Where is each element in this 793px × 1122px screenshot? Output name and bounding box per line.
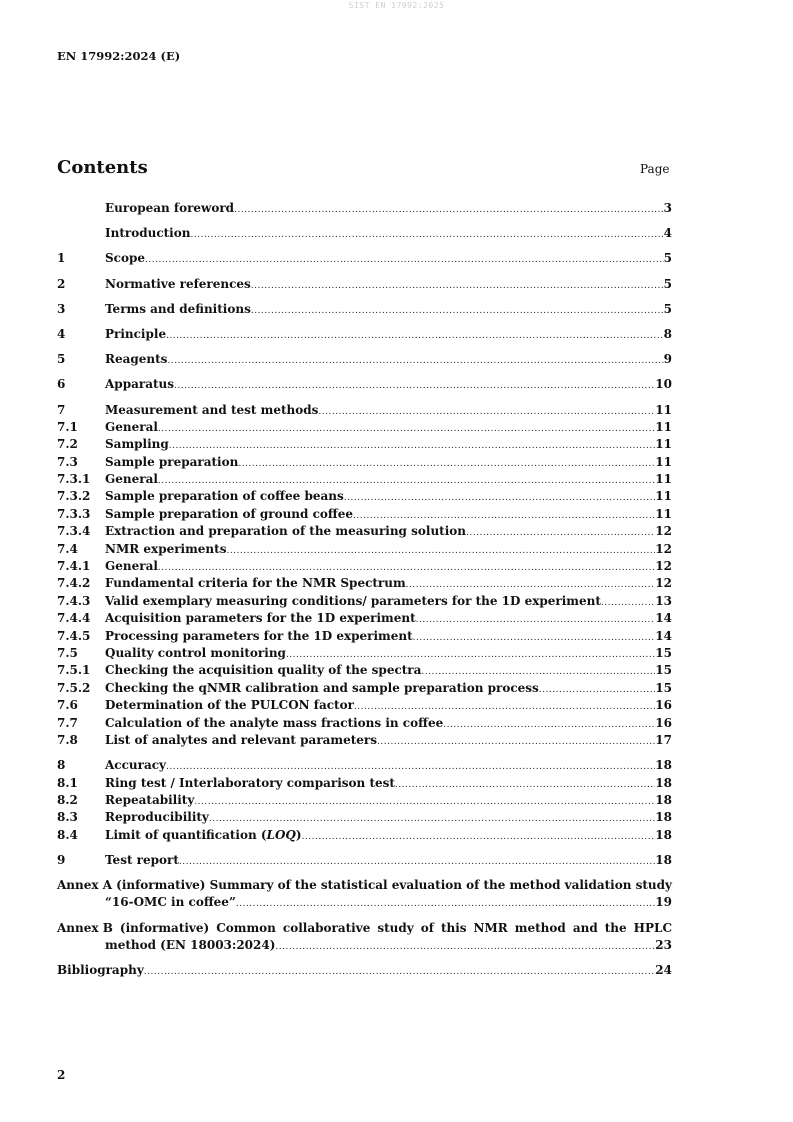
annex-title-word: Common (216, 920, 276, 935)
annex-title-word: NMR (473, 920, 508, 935)
toc-entry[interactable] (57, 436, 672, 453)
toc-entry-number: 7.5.2 (57, 680, 91, 695)
toc-entry-number: 7.3 (57, 454, 78, 469)
annex-title-word: statistical (320, 878, 388, 893)
toc-entry-page: 18 (655, 758, 672, 773)
toc-entry-title: Apparatus (105, 377, 174, 392)
toc-entry[interactable] (57, 680, 672, 697)
dot-leader (354, 697, 655, 714)
toc-entry-page: 14 (655, 628, 672, 643)
toc-entry[interactable] (57, 593, 672, 610)
toc-entry-title: Extraction and preparation of the measuring solution (105, 524, 467, 539)
toc-entry[interactable] (57, 697, 672, 714)
table-of-contents (57, 200, 672, 980)
toc-entry[interactable] (57, 541, 672, 558)
toc-entry-number: 7.1 (57, 419, 78, 434)
contents-heading: Contents (57, 157, 148, 178)
toc-entry[interactable] (57, 757, 672, 774)
toc-entry-page: 11 (655, 506, 672, 521)
toc-entry[interactable] (57, 454, 672, 471)
toc-entry-page: 13 (655, 593, 672, 608)
toc-entry-page: 12 (655, 524, 672, 539)
annex-title-word: evaluation (391, 878, 463, 893)
toc-entry-number: 5 (57, 352, 66, 367)
toc-entry-title: Sample preparation of ground coffee (105, 506, 354, 521)
annex-title-word: (informative) (116, 878, 206, 893)
dot-leader (344, 488, 656, 505)
toc-entry-number: 8.1 (57, 775, 78, 790)
toc-entry-title: Normative references (105, 276, 251, 291)
toc-entry-page: 16 (655, 698, 672, 713)
toc-entry-page: 18 (655, 852, 672, 867)
toc-entry-page: 3 (663, 201, 672, 215)
toc-entry-number: 7.3.2 (57, 489, 91, 504)
annex-title-word: and (572, 920, 598, 935)
annex-title-word: method (514, 920, 566, 935)
dot-leader (318, 402, 655, 419)
toc-entry[interactable] (57, 351, 672, 368)
toc-entry-title: Reproducibility (105, 810, 209, 825)
dot-leader (539, 680, 655, 697)
dot-leader (601, 593, 655, 610)
toc-entry-title: List of analytes and relevant parameters (105, 732, 377, 747)
dot-leader (166, 757, 655, 774)
toc-entry-number: 2 (57, 276, 66, 291)
toc-entry-title: Calculation of the analyte mass fractions in coffee (105, 715, 444, 730)
toc-entry-page: 11 (655, 454, 672, 469)
toc-entry-title: Terms and definitions (105, 301, 251, 316)
toc-entry-title: Limit of quantification ( (105, 827, 267, 842)
toc-entry-title: Checking the acquisition quality of the spectra (105, 663, 422, 678)
toc-entry[interactable] (57, 200, 672, 217)
toc-entry-page: 15 (655, 680, 672, 695)
toc-entry-title: Determination of the PULCON factor (105, 698, 354, 713)
toc-entry[interactable] (57, 326, 672, 343)
toc-entry[interactable] (57, 628, 672, 645)
toc-entry-page: 12 (655, 576, 672, 591)
toc-entry[interactable] (57, 301, 672, 318)
toc-entry-number: 7.6 (57, 698, 78, 713)
dot-leader (406, 575, 656, 592)
toc-entry-title: Sample preparation (105, 454, 239, 469)
toc-entry-title: Quality control monitoring (105, 645, 286, 660)
toc-entry-title: Acquisition parameters for the 1D experiment (105, 611, 416, 626)
toc-entry[interactable] (57, 852, 672, 869)
document-id: EN 17992:2024 (E) (57, 49, 181, 63)
dot-leader (158, 471, 655, 488)
dot-leader (353, 506, 655, 523)
toc-entry-page: 18 (655, 792, 672, 807)
toc-entry-number: 3 (57, 301, 66, 316)
dot-leader (209, 809, 655, 826)
toc-entry-page: 5 (663, 301, 672, 316)
dot-leader (236, 894, 655, 911)
toc-entry[interactable] (57, 523, 672, 540)
toc-entry-number: 7.8 (57, 732, 78, 747)
toc-entry-title: Checking the qNMR calibration and sample preparation process (105, 680, 539, 695)
annex-title-line (57, 920, 672, 937)
toc-entry-number: 7.3.3 (57, 506, 91, 521)
dot-leader (167, 351, 663, 368)
dot-leader (413, 628, 656, 645)
dot-leader (443, 715, 655, 732)
toc-entry-page: 10 (655, 377, 672, 392)
dot-leader (238, 454, 655, 471)
toc-entry-page: 4 (663, 226, 672, 241)
dot-leader (286, 645, 655, 662)
dot-leader (169, 436, 656, 453)
toc-entry-number: 9 (57, 852, 66, 867)
annex-title-word: (informative) (119, 920, 210, 935)
annex-title-word: Annex B (57, 920, 113, 935)
toc-entry-number: 4 (57, 326, 66, 341)
toc-entry-page: 15 (655, 663, 672, 678)
toc-entry[interactable] (57, 250, 672, 267)
annex-title-word: the (294, 878, 317, 893)
page-number: 2 (57, 1068, 66, 1082)
annex-title-end: “16-OMC in coffee” (105, 895, 236, 910)
toc-entry[interactable] (57, 225, 672, 242)
toc-entry-number: 8.3 (57, 810, 78, 825)
dot-leader (466, 523, 655, 540)
annex-title-word: Annex A (57, 878, 113, 893)
toc-entry[interactable] (57, 792, 672, 809)
toc-entry-page: 18 (655, 775, 672, 790)
toc-entry-page: 5 (663, 276, 672, 291)
toc-entry-page: 16 (655, 715, 672, 730)
toc-entry[interactable] (57, 809, 672, 826)
toc-entry[interactable] (57, 419, 672, 436)
toc-entry-page: 9 (663, 352, 672, 367)
toc-entry-title: Scope (105, 251, 146, 266)
toc-entry-title: Repeatability (105, 792, 195, 807)
toc-entry-title: Principle (105, 326, 167, 341)
toc-entry-number: 7.4.2 (57, 576, 91, 591)
toc-entry[interactable] (57, 610, 672, 627)
toc-entry-title: Introduction (105, 226, 191, 241)
toc-entry-page: 11 (655, 437, 672, 452)
annex-title-continuation (57, 937, 672, 954)
toc-entry-title: Bibliography (57, 963, 144, 978)
toc-entry-page: 18 (655, 810, 672, 825)
toc-entry-number: 8.2 (57, 792, 78, 807)
toc-entry-number: 7.4.3 (57, 593, 91, 608)
toc-entry-title: General (105, 472, 158, 487)
dot-leader (377, 732, 655, 749)
dot-leader (302, 827, 656, 844)
toc-entry-title: European foreword (105, 201, 235, 215)
annex-title-word: this (440, 920, 467, 935)
toc-entry-page: 17 (655, 732, 672, 747)
dot-leader (158, 558, 655, 575)
toc-entry-number: 7.4 (57, 541, 78, 556)
toc-entry-title: General (105, 559, 158, 574)
toc-entry-number: 7 (57, 402, 66, 417)
toc-entry-number: 1 (57, 251, 66, 266)
toc-entry-title: Sample preparation of coffee beans (105, 489, 344, 504)
page-column-label: Page (640, 162, 670, 176)
dot-leader (226, 541, 655, 558)
toc-entry-number: 8.4 (57, 827, 78, 842)
annex-title-word: HPLC (633, 920, 672, 935)
toc-entry[interactable] (57, 645, 672, 662)
annex-title-end: method (EN 18003:2024) (105, 938, 276, 953)
toc-entry[interactable] (57, 575, 672, 592)
toc-entry-page: 11 (655, 489, 672, 504)
toc-entry-number: 7.2 (57, 437, 78, 452)
toc-entry-number: 7.5 (57, 645, 78, 660)
dot-leader (174, 376, 655, 393)
toc-entry-number: 6 (57, 377, 66, 392)
annex-title-word: of (420, 920, 434, 935)
dot-leader (421, 662, 655, 679)
dot-leader (166, 326, 664, 343)
dot-leader (144, 962, 656, 979)
dot-leader (275, 937, 655, 954)
toc-entry[interactable] (57, 402, 672, 419)
toc-entry-bibliography[interactable] (57, 962, 672, 979)
annex-title-word: Summary (209, 878, 274, 893)
annex-title-word: collaborative (282, 920, 371, 935)
toc-entry[interactable] (57, 732, 672, 749)
toc-entry[interactable] (57, 376, 672, 393)
toc-entry-page: 11 (655, 419, 672, 434)
toc-entry-number: 7.4.5 (57, 628, 91, 643)
toc-entry[interactable] (57, 471, 672, 488)
toc-entry[interactable] (57, 775, 672, 792)
toc-entry-page: 23 (655, 938, 672, 953)
toc-entry-number: 7.3.1 (57, 472, 91, 487)
dot-leader (234, 200, 664, 217)
toc-entry-page: 11 (655, 472, 672, 487)
annex-title-word: of (277, 878, 291, 893)
toc-entry-title: Sampling (105, 437, 169, 452)
dot-leader (158, 419, 655, 436)
toc-entry-title-italic: LOQ (266, 827, 296, 842)
toc-entry-number: 7.4.4 (57, 611, 91, 626)
toc-annex-entry[interactable] (57, 877, 672, 912)
annex-title-word: the (483, 878, 506, 893)
toc-entry-number: 7.4.1 (57, 559, 91, 574)
annex-title-word: method (509, 878, 561, 893)
toc-entry-title: Fundamental criteria for the NMR Spectrum (105, 576, 406, 591)
toc-entry-page: 18 (655, 827, 672, 842)
dot-leader (395, 775, 655, 792)
toc-entry-title: Processing parameters for the 1D experiment (105, 628, 413, 643)
toc-entry[interactable] (57, 662, 672, 679)
toc-entry-title: Test report (105, 852, 179, 867)
toc-entry[interactable] (57, 506, 672, 523)
dot-leader (145, 250, 664, 267)
toc-entry-number: 7.7 (57, 715, 78, 730)
annex-title-word: the (604, 920, 627, 935)
toc-entry[interactable] (57, 558, 672, 575)
toc-entry-page: 12 (655, 541, 672, 556)
toc-entry-page: 15 (655, 645, 672, 660)
toc-entry[interactable] (57, 488, 672, 505)
watermark: SIST EN 17992:2025 (348, 1, 445, 10)
annex-title-word: of (466, 878, 480, 893)
toc-entry-title-end: ) (295, 827, 302, 842)
toc-entry-number: 7.3.4 (57, 524, 91, 539)
annex-title-word: validation (564, 878, 632, 893)
annex-title-continuation (57, 894, 672, 911)
toc-entry-number: 7.5.1 (57, 663, 91, 678)
annex-title-line (57, 877, 672, 894)
annex-title-word: study (635, 878, 672, 893)
toc-entry-title: Valid exemplary measuring conditions/ parameters for the 1D experiment (105, 593, 601, 608)
toc-entry-page: 5 (663, 251, 672, 266)
toc-entry[interactable] (57, 715, 672, 732)
toc-entry-number: 8 (57, 758, 66, 773)
toc-entry-page: 12 (655, 559, 672, 574)
toc-entry-page: 8 (663, 326, 672, 341)
dot-leader (194, 792, 655, 809)
dot-leader (190, 225, 663, 242)
dot-leader (251, 301, 664, 318)
toc-entry-page: 14 (655, 611, 672, 626)
toc-entry-title: Ring test / Interlaboratory comparison test (105, 775, 395, 790)
toc-entry-title: General (105, 419, 158, 434)
dot-leader (251, 276, 664, 293)
annex-title-word: study (377, 920, 414, 935)
toc-entry-title: Measurement and test methods (105, 402, 319, 417)
toc-entry-title: NMR experiments (105, 541, 227, 556)
toc-entry-title: Reagents (105, 352, 168, 367)
toc-entry[interactable] (57, 827, 672, 844)
toc-entry[interactable] (57, 276, 672, 293)
toc-entry-page: 19 (655, 895, 672, 910)
toc-entry-page: 11 (655, 402, 672, 417)
toc-entry-page: 24 (655, 963, 672, 978)
toc-entry-title: Accuracy (105, 758, 167, 773)
dot-leader (416, 610, 656, 627)
dot-leader (179, 852, 655, 869)
toc-annex-entry[interactable] (57, 920, 672, 955)
